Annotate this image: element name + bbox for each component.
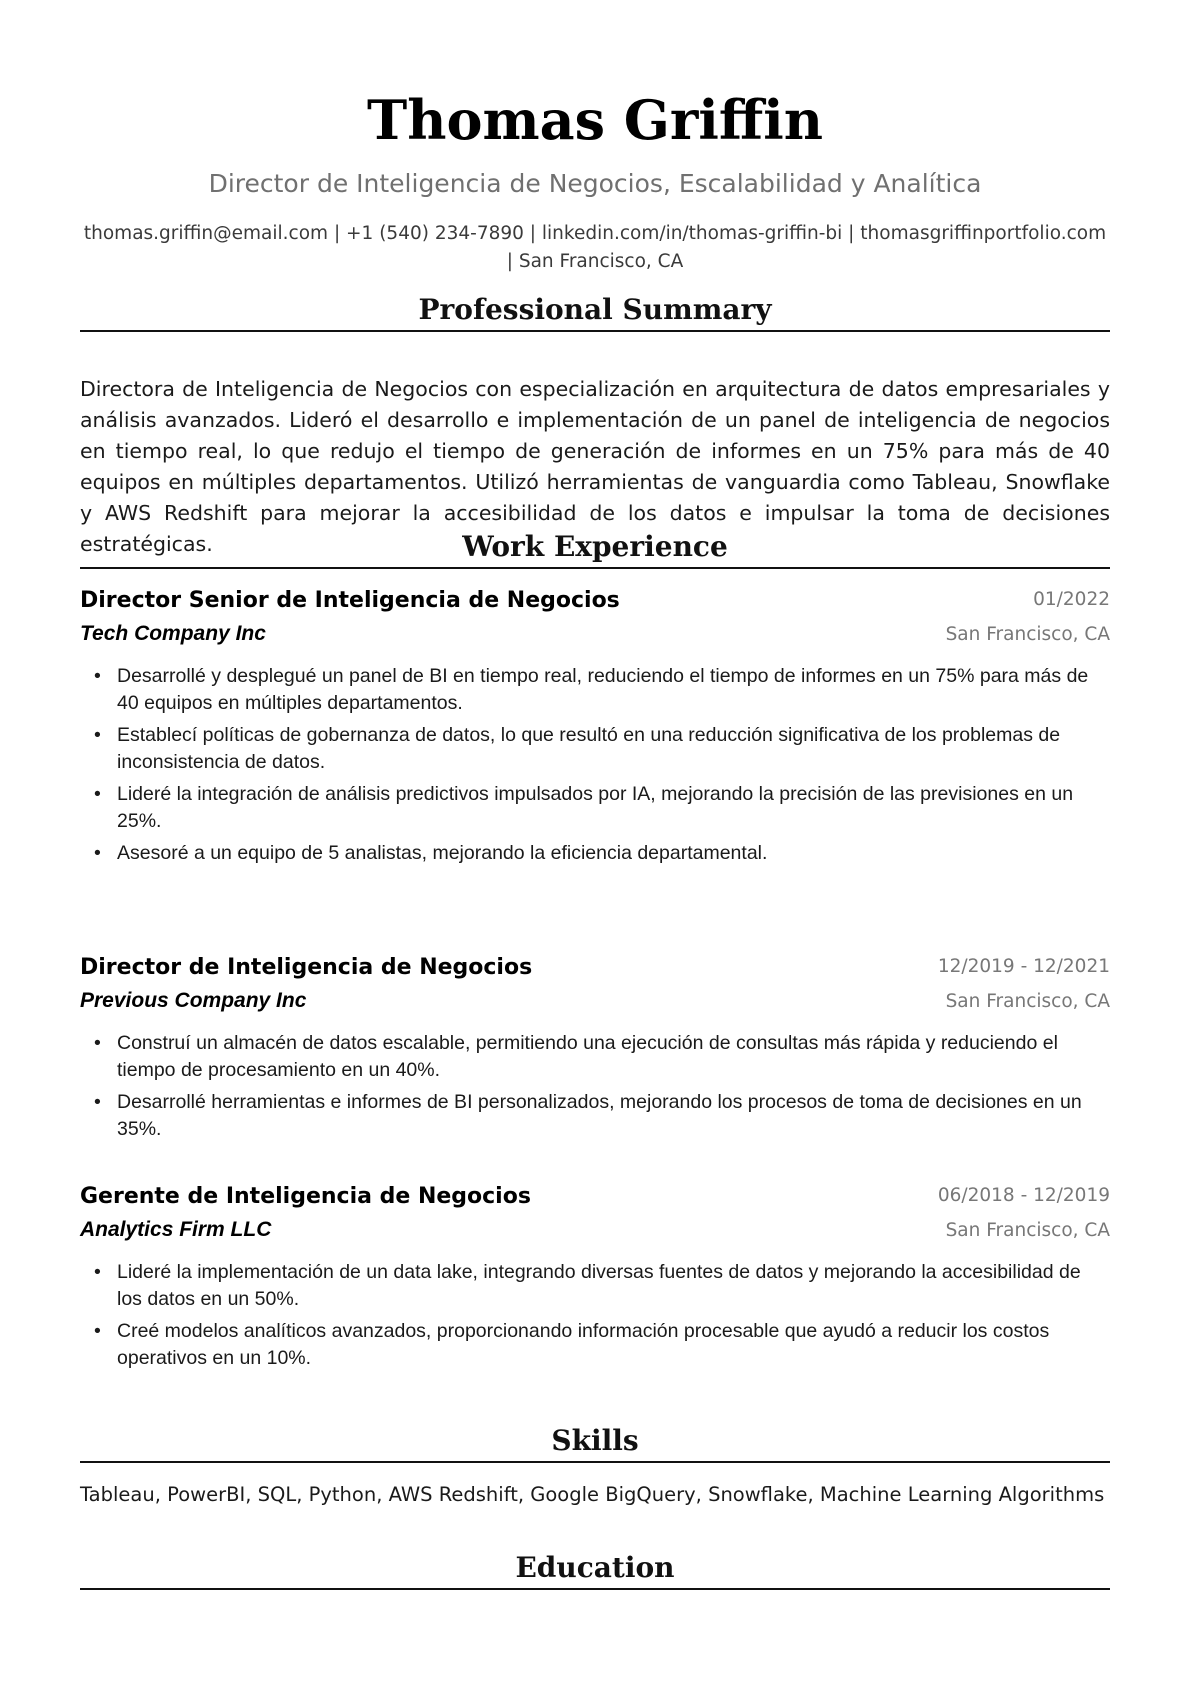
bullet-icon: • bbox=[94, 665, 101, 687]
job-entry bbox=[80, 1181, 1110, 1377]
job-location: San Francisco, CA bbox=[945, 991, 1110, 1012]
bullet-icon: • bbox=[94, 1032, 101, 1054]
job-company: Analytics Firm LLC bbox=[80, 1218, 272, 1241]
job-title: Gerente de Inteligencia de Negocios bbox=[80, 1184, 531, 1209]
job-bullet-text: Creé modelos analíticos avanzados, proporcionando información procesable que ayudó a reducir los costos operativos en un 10%. bbox=[117, 1320, 1050, 1369]
job-header bbox=[80, 952, 1110, 1024]
experience-divider bbox=[80, 567, 1110, 569]
job-dates: 12/2019 - 12/2021 bbox=[937, 956, 1110, 977]
job-bullet-text: Desarrollé y desplegué un panel de BI en tiempo real, reduciendo el tiempo de informes en un 75% para más de 40 equipos en múltiples departamentos. bbox=[117, 665, 1089, 714]
job-dates: 06/2018 - 12/2019 bbox=[937, 1185, 1110, 1206]
job-bullet bbox=[80, 722, 1110, 776]
job-location: San Francisco, CA bbox=[945, 1220, 1110, 1241]
job-bullet-text: Establecí políticas de gobernanza de datos, lo que resultó en una reducción significativa de los problemas de inconsistencia de datos. bbox=[117, 724, 1061, 773]
job-header bbox=[80, 585, 1110, 657]
skills-divider bbox=[80, 1461, 1110, 1463]
job-bullet bbox=[80, 1089, 1110, 1143]
job-bullet-text: Asesoré a un equipo de 5 analistas, mejorando la eficiencia departamental. bbox=[117, 842, 768, 864]
job-bullet bbox=[80, 663, 1110, 717]
job-bullet-text: Lideré la implementación de un data lake, integrando diversas fuentes de datos y mejorando la accesibilidad de los datos en un 50%. bbox=[117, 1261, 1081, 1310]
bullet-icon: • bbox=[94, 1091, 101, 1113]
job-bullet bbox=[80, 1318, 1110, 1372]
experience-heading: Work Experience bbox=[462, 530, 728, 563]
job-bullet-text: Desarrollé herramientas e informes de BI personalizados, mejorando los procesos de toma de decisiones en un 35%. bbox=[117, 1091, 1082, 1140]
job-bullet bbox=[80, 840, 1110, 867]
job-title: Director Senior de Inteligencia de Negocios bbox=[80, 588, 620, 613]
summary-heading: Professional Summary bbox=[418, 293, 772, 326]
skills-text: Tableau, PowerBI, SQL, Python, AWS Redshift, Google BigQuery, Snowflake, Machine Learning Algorithms bbox=[80, 1483, 1105, 1506]
job-bullet-list bbox=[80, 1259, 1110, 1372]
bullet-icon: • bbox=[94, 1261, 101, 1283]
job-header bbox=[80, 1181, 1110, 1253]
job-bullet-text: Lideré la integración de análisis predictivos impulsados por IA, mejorando la precisión de las previsiones en un 25%. bbox=[117, 783, 1074, 832]
contact-line-1: thomas.griffin@email.com | +1 (540) 234-7890 | linkedin.com/in/thomas-griffin-bi | thomasgriffinportfolio.com bbox=[83, 223, 1107, 244]
bullet-icon: • bbox=[94, 724, 101, 746]
contact-line-2: | San Francisco, CA bbox=[506, 251, 684, 272]
job-entry bbox=[80, 952, 1110, 1148]
job-bullet bbox=[80, 1030, 1110, 1084]
job-bullet-text: Construí un almacén de datos escalable, permitiendo una ejecución de consultas más rápida y reduciendo el tiempo de procesamiento en un 40%. bbox=[117, 1032, 1058, 1081]
job-bullet bbox=[80, 1259, 1110, 1313]
job-company: Tech Company Inc bbox=[80, 622, 266, 645]
job-bullet-list bbox=[80, 663, 1110, 867]
summary-divider bbox=[80, 330, 1110, 332]
job-title: Director de Inteligencia de Negocios bbox=[80, 955, 533, 980]
job-dates: 01/2022 bbox=[1033, 589, 1110, 610]
candidate-name: Thomas Griffin bbox=[367, 88, 823, 152]
job-company: Previous Company Inc bbox=[80, 989, 307, 1012]
job-entry bbox=[80, 585, 1110, 872]
education-divider bbox=[80, 1588, 1110, 1590]
skills-heading: Skills bbox=[551, 1424, 639, 1457]
bullet-icon: • bbox=[94, 842, 101, 864]
job-location: San Francisco, CA bbox=[945, 624, 1110, 645]
education-heading: Education bbox=[515, 1551, 675, 1584]
bullet-icon: • bbox=[94, 1320, 101, 1342]
job-bullet bbox=[80, 781, 1110, 835]
contact-info bbox=[78, 220, 1112, 276]
job-bullet-list bbox=[80, 1030, 1110, 1143]
candidate-tagline: Director de Inteligencia de Negocios, Escalabilidad y Analítica bbox=[208, 169, 982, 198]
bullet-icon: • bbox=[94, 783, 101, 805]
summary-text: Directora de Inteligencia de Negocios con especialización en arquitectura de datos empresariales y análisis avanzados. Lideró el desarrollo e implementación de un panel de inteligencia de negocios en tiempo real, lo que redujo el tiempo de generación de informes en un 75% para más de 40 equipos en múltiples departamentos. Utilizó herramientas de vanguardia como Tableau, Snowflake y AWS Redshift para mejorar la accesibilidad de los datos e impulsar la toma de decisiones estratégicas. bbox=[80, 377, 1110, 556]
